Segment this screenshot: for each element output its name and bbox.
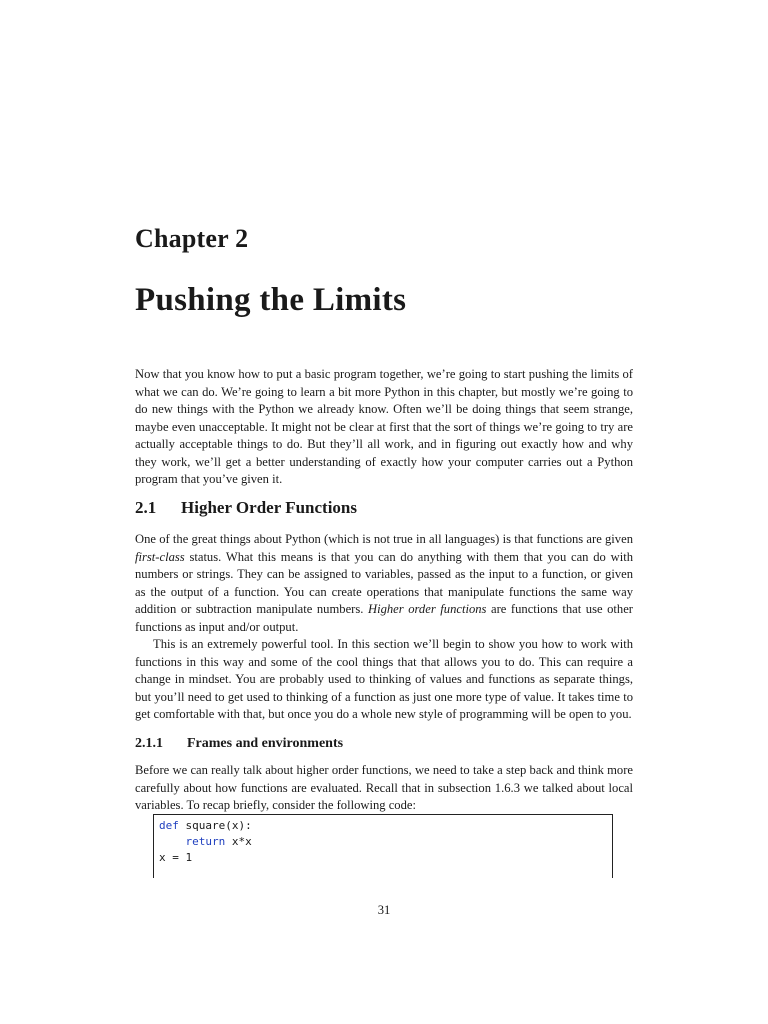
intro-text: Now that you know how to put a basic program together, we’re going to start pushing the limits of what we can do. We’re going to learn a bit more Python in this chapter, but mostly we’re going to do new things with the Python we already know. Often we’ll be doing things that seem strange, maybe even unacceptable. It might not be clear at first that the sort of things we’re going to try are actually acceptable things to do. But they’ll all work, and in figuring out exactly how and why they work, we’ll get a better understanding of exactly how your computer carries out a Python program that you’ve given it. — [135, 367, 633, 486]
intro-paragraph — [135, 366, 633, 489]
chapter-label: Chapter 2 — [135, 224, 249, 253]
section-number: 2.1 — [135, 498, 157, 517]
code-text: square(x): — [178, 819, 252, 832]
chapter-title: Pushing the Limits — [135, 282, 407, 318]
section-paragraph-2: This is an extremely powerful tool. In this section we’ll begin to show you how to work with functions in this way and some of the cool things that that allows you to do. This can require a change in mindset. You are probably used to thinking of values and functions as separate things, but you’ll need to get used to thinking of a function as just one more type of value. It takes time to get comfortable with that, but once you do a whole new style of programming will be open to you. — [135, 637, 633, 721]
code-line-4: x = 1 — [159, 851, 193, 864]
code-keyword: def — [159, 819, 179, 832]
text-run: are functions that use other functions as input and/or output. — [135, 602, 634, 634]
code-indent — [159, 835, 186, 848]
code-line-1 — [159, 818, 612, 834]
code-listing — [153, 814, 613, 878]
text-run: One of the great things about Python (which is not true in all languages) is that functions are given — [135, 532, 633, 546]
subsection-body — [135, 762, 633, 815]
subsection-heading — [135, 736, 343, 752]
code-keyword: return — [185, 835, 226, 848]
text-run: status. What this means is that you can do anything with them that you can do with numbers or strings. They can be assigned to variables, passed as the input to a function, or given as the output of a function. You can create operations that manipulate functions the same way addition or subtraction manipulate numbers. — [135, 549, 633, 616]
page-number: 31 — [377, 903, 391, 917]
section-body — [135, 531, 633, 724]
code-text: x*x — [225, 835, 252, 848]
subsection-number: 2.1.1 — [135, 736, 163, 751]
emphasis-higher-order-functions: Higher order functions — [367, 602, 487, 616]
code-line-2 — [159, 834, 612, 850]
section-heading — [135, 498, 357, 518]
section-paragraph-1 — [135, 531, 633, 636]
section-title: Higher Order Functions — [181, 498, 357, 517]
subsection-paragraph: Before we can really talk about higher order functions, we need to take a step back and think more carefully about how functions are evaluated. Recall that in subsection 1.6.3 we talked about local variables. To recap briefly, consider the following code: — [135, 763, 633, 812]
emphasis-first-class: first-class — [135, 549, 185, 564]
subsection-title: Frames and environments — [187, 736, 344, 751]
